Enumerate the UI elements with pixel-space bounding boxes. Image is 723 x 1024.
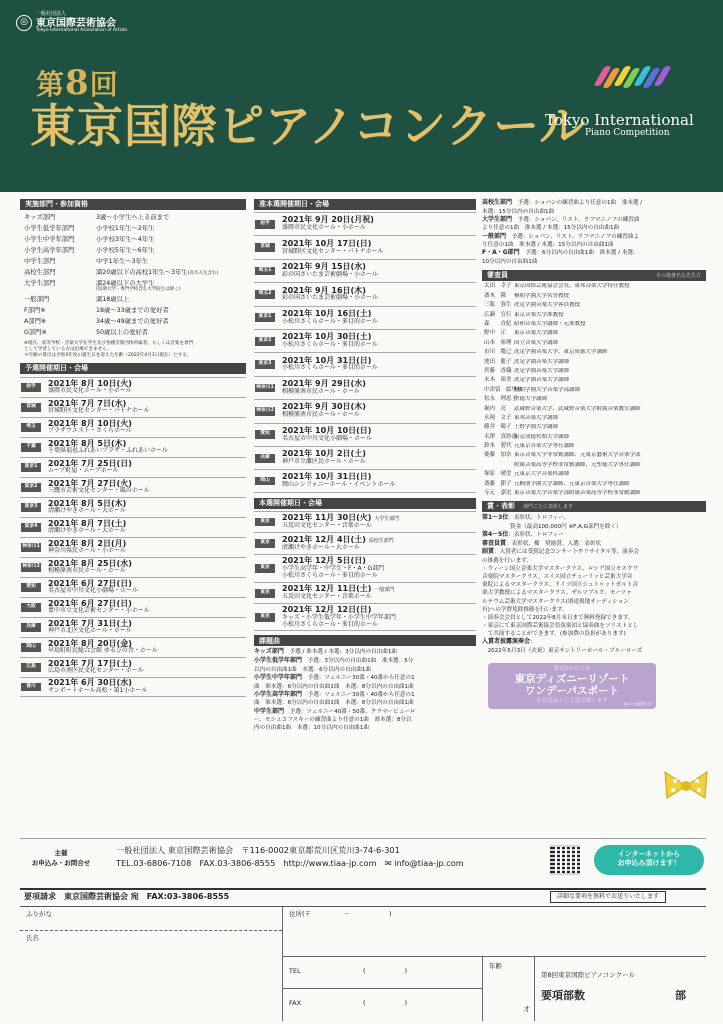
column-middle: [254, 199, 476, 734]
schedule-row: 埼玉2 2021年 9月 16日(木) 彩の国さいたま芸術劇場・小ホール: [254, 282, 476, 305]
schedule-row: 愛知 2021年 6月 27日(日) 名古屋市中川文化小劇場・ホール: [20, 577, 246, 597]
org-english-name: Tokyo International Association of Artists: [36, 27, 128, 33]
schedule-row: 埼玉 2021年 8月 10日(火) プラザウエスト・さくらホール: [20, 417, 246, 437]
schedule-row: 愛知 2021年 10月 10日(日) 名古屋市中川文化小劇場・ホール: [254, 423, 476, 446]
name-field[interactable]: 氏名: [26, 934, 39, 942]
contact-label: 主催 お申込み・お問合せ: [31, 849, 91, 867]
schedule-row: 東京2 2021年 7月 27日(火) 三鷹市芸術文化センター・風のホール: [20, 477, 246, 497]
schedule-row: 東京 2021年 12月 5日(日) 小学生高学年・中学生・F・A・G部門 小松川さくらホール・多目的ホール: [254, 554, 476, 582]
eligibility-row: 小学生高学年部門 小学校5年生〜6年生: [24, 246, 155, 254]
judge-row: 寺元 嘉宏 東京音楽大学音楽学部附属音楽高等学校非常勤講師: [484, 490, 641, 497]
schedule-row: 埼玉1 2021年 9月 15日(水) 彩の国さいたま芸術劇場・小ホール: [254, 259, 476, 282]
upper-division-tasks: 高校生部門 予選：ショパンの練習曲より任意の1曲 准本選 / 本選：15分以内の自由曲1曲 大学生部門 予選：ショパン、リスト、ラフマニノフの練習曲 より任意の1曲 准本選 / 本選：15分以内の自由曲1曲 一般部門 予選：ショパン、リスト、ラフマニノフの練習曲よ り任意の1曲 准本選 / 本選：15分以内の自由曲1曲 F・A・G部門 予選：6分以内の自由曲1曲 准本選 / 本選： 10分以内の自由曲1曲: [482, 199, 643, 266]
schedule-row: 東京 2021年 12月 4日(土) 高校生部門 清瀬けやきホール・大ホール: [254, 532, 476, 554]
org-name: 東京国際芸術協会: [36, 17, 116, 29]
schedule-row: 東京 2021年 12月 12日(日) キッズ・小学生低学年・小学生中学年部門 小松川さくらホール・多目的ホール: [254, 603, 476, 631]
eligibility-row: キッズ部門 3歳〜小学生へ上る前まで: [24, 213, 170, 221]
competition-title: 東京国際ピアノコンクール: [30, 99, 587, 153]
column-left: [20, 199, 246, 697]
judge-row: 中津留 絵里加 桐朋学園大学音楽学部講師: [484, 386, 581, 393]
judge-row: 三瓶 弥生 洗足学園音楽大学客員教授: [484, 302, 581, 309]
address-field[interactable]: 住所(〒 － ): [282, 907, 706, 957]
age-field[interactable]: 年齢 才: [482, 957, 534, 1021]
free-notice: 詳細な要項を無料でお送りいたします: [550, 891, 666, 903]
eligibility-row: G部門※ 50歳以上の愛好者: [24, 328, 149, 336]
eligibility-row: 中学生部門 中学1年生〜3年生: [24, 257, 149, 265]
schedule-row: 岡山 2021年 10月 31日(日) 岡山シンフォニーホール・イベントホール: [254, 469, 476, 492]
judge-row: 斎藤 節子 元桐朋学園大学講師、元東京音楽大学専任講師: [484, 480, 630, 487]
judge-row: 後藤 加奈 東京音楽大学非常勤講師、元東京藝術大学音楽学部: [484, 452, 641, 459]
contact-info: 一般社団法人 東京国際芸術協会 〒116-0002東京都荒川区荒川3-74-6-301 TEL.03-6806-7108 FAX.03-3806-8555 http://www.tiaa-jp.com ✉ info@tiaa-jp.com: [116, 845, 464, 869]
tasks-heading: 課題曲: [254, 635, 476, 646]
form-header: [20, 890, 706, 904]
preliminary-heading: 予選開催期日・会場: [20, 363, 246, 374]
judge-row: 藤井 陽子 上野学園大学講師: [484, 424, 559, 431]
rainbow-stripes-icon: [578, 64, 678, 102]
judges-heading: 審査員 その他著名な先生方: [482, 270, 706, 281]
judge-row: 齊藤 香織 洗足学園音楽大学講師: [484, 367, 570, 374]
schedule-row: 東京1 2021年 10月 16日(土) 小松川さくらホール・多目的ホール: [254, 306, 476, 329]
ribbon-bow-icon: [661, 768, 711, 804]
schedule-row: 東京1 2021年 7月 25日(日) ムーブ町屋・ムーブホール: [20, 457, 246, 477]
eligibility-row: F部門※ 18歳〜33歳までの愛好者: [24, 306, 169, 314]
eligibility-heading: 実施部門・参加資格: [20, 199, 246, 210]
judge-row: 附属音楽高等学校非常勤講師、元聖徳大学専任講師: [514, 461, 641, 468]
schedule-row: 兵庫 2021年 10月 2日(土) 神戸市立灘区民ホール・ホール: [254, 446, 476, 469]
schedule-row: 兵庫 2021年 7月 31日(土) 神戸市北区文化ホール・ホール: [20, 617, 246, 637]
judge-row: 末木 裕美 洗足学園音楽大学講師: [484, 377, 570, 384]
semifinal-heading: 准本選開催期日・会場: [254, 199, 476, 210]
tel-field[interactable]: TEL ( ): [282, 957, 482, 989]
schedule-row: 東京3 2021年 8月 5日(木) 清瀬けやきホール・大ホール: [20, 497, 246, 517]
online-apply-button[interactable]: インターネットから お申込み頂けます！: [594, 845, 704, 875]
disney-prize-banner: 第1位の方には 東京ディズニーリゾート ワンデーパスポート を記念品として進呈致します ※1人分/部門当り: [488, 663, 656, 709]
judge-row: 永澤 真紗恵 東京成徳短期大学講師: [484, 433, 570, 440]
judge-row: 太田 幸子 東京国際芸術協会会長、東邦音楽大学特任教授: [484, 283, 630, 290]
schedule-row: 東京 2021年 11月 30日(火) 大学生部門 五反田文化センター・音楽ホール: [254, 511, 476, 533]
judge-row: 松永 理恵子 聖徳大学講師: [484, 396, 548, 403]
schedule-row: 岩手 2021年 9月 20日(月祝) 盛岡市民文化ホール・小ホール: [254, 212, 476, 235]
schedule-row: 宮城 2021年 10月 17日(日) 宮城野区文化センター・パトナホール: [254, 235, 476, 258]
form-grid: [20, 906, 706, 1020]
schedule-row: 神奈川2 2021年 9月 30日(木) 相模原南市民ホール・ホール: [254, 399, 476, 422]
final-heading: 本選開催期日・会場: [254, 498, 476, 509]
eligibility-row: 一般部門 満18歳以上: [24, 295, 130, 303]
eligibility-row: A部門※ 34歳〜49歳までの愛好者: [24, 317, 169, 325]
judge-row: 鈴木 碧代 元東京音楽大学専任講師: [484, 443, 575, 450]
schedule-row: 香川 2021年 6月 30日(水) サンポートホール高松・第1小ホール: [20, 677, 246, 697]
schedule-row: 東京 2021年 12月 11日(土) 一般部門 五反田文化センター・音楽ホール: [254, 582, 476, 604]
org-logo: [16, 12, 127, 33]
fax-field[interactable]: FAX ( ): [282, 989, 482, 1021]
judge-row: 永岡 文子 東邦音楽大学講師: [484, 414, 559, 421]
eligibility-list: [20, 210, 246, 359]
seal-icon: ◎: [16, 15, 32, 31]
schedule-row: 東京4 2021年 8月 7日(土) 清瀬けやきホール・大ホール: [20, 517, 246, 537]
form-title: 要項請求 東京国際芸術協会 宛 FAX:03-3806-8555: [24, 892, 230, 901]
schedule-row: 宮城 2021年 7月 7日(水) 宮城野区文化センター・パトナホール: [20, 397, 246, 417]
judge-row: 堀内 亮 武蔵野音楽大学、武蔵野音楽大学附属音楽教室講師: [484, 405, 641, 412]
schedule-row: 東京3 2021年 10月 31日(日) 小松川さくらホール・多目的ホール: [254, 352, 476, 375]
judge-row: 森 直紀 昭和音楽大学講師・元准教授: [484, 321, 586, 327]
awards-list: 第1〜3位：表彰状、トロフィー、 賞金（最高100,000円 ※F,A,G部門を除く） 第4〜5位：表彰状、トロフィー 審査員賞：表彰状、楯 奨励賞、入選：表彰状 副賞：入賞者には受賞記念コンサートやリサイタル等、演奏会 の推薦を行います。 ・ウィーン国立音楽大学マスタークラス、ロシア国立モスクワ 音楽院マスタークラス、スイス国立チューリッヒ芸術大学音 楽院によるマスタークラス、ドイツ国立シュトゥットガルト音 楽大学教授によるマスタークラス、ザルツブルク、モーツァ ルテウム芸術大学マスタークラス(別途現地オーディション 有)への学費免除推薦を行います。 ・演奏会会員として2022年8月末日まで無料登録できます。 ・東京にて東京国際芸術協会管弦楽団と協奏曲をソリストとし て共演することができます。(参加費の負担があります) 入賞者披露演奏会： 2022年5月3日（火祝）東京サントリーホール・ブルーローズ: [482, 514, 643, 654]
eligibility-subnote: (短期大学・専門学校含む大学院生は除く): [96, 287, 181, 292]
request-copies-field[interactable]: 第8回東京国際ピアノコンクール 要項部数 部: [534, 957, 706, 1021]
furigana-field[interactable]: ふりがな: [20, 907, 282, 931]
english-title: Tokyo International Piano Competition: [545, 111, 694, 138]
edition-number: 第8回: [36, 63, 119, 103]
judge-row: 塚原 晴美 元東京大学音楽科講師: [484, 471, 570, 478]
schedule-row: 神奈川2 2021年 8月 25日(水) 相模原南市民ホール・ホール: [20, 557, 246, 577]
judge-row: 野中 正 東京音楽大学講師: [484, 330, 559, 337]
tasks-list: キッズ部門 予選 / 准本選 / 本選：3分以内の自由曲1曲 小学生低学年部門 予選：3分以内の自由曲1曲 准本選：5分 以内の自由曲1曲 本選：6分以内の自由曲1曲 小学生中学年部門 予選：ツェルニー30番・40番から任意の1 曲 准本選：6分以内の自由曲1曲 本選：8分以内の自由曲1曲 小学生高学年部門 予選：ツェルニー30番・40番から任意の1 曲 准本選：6分以内の自由曲1曲 本選：8分以内の自由曲1曲 中学生部門 予選：ツェルニー40番・50番、クラマービューロ ー、モシュコフスキーの練習曲より任意の1曲 准本選：8分以 内の自由曲1曲 本選：10分以内の自由曲1曲: [254, 648, 416, 732]
org-type: 一般社団法人: [36, 11, 67, 17]
eligibility-row: 小学生中学年部門 小学校3年生〜4年生: [24, 235, 155, 243]
eligibility-row: 高校生部門 満20歳以下の高校1年生〜3年生(高卒入生含む): [24, 268, 219, 276]
judge-row: 山本 裕理 国立音楽大学講師: [484, 339, 559, 346]
schedule-row: 大阪 2021年 6月 27日(日) 豊中市立文化芸術センター・小ホール: [20, 597, 246, 617]
contact-section: [20, 838, 706, 880]
column-right: [482, 199, 706, 709]
eligibility-row: 大学生部門 満24歳以下の大学生: [24, 279, 155, 287]
judges-list: [482, 281, 706, 499]
schedule-row: 東京2 2021年 10月 30日(土) 小松川さくらホール・多目的ホール: [254, 329, 476, 352]
schedule-row: 岡山 2021年 8月 20日(金) 早島町町民総合会館 ゆるびの舎・ホール: [20, 637, 246, 657]
schedule-row: 広島 2021年 7月 17日(土) 広島市南区民文化センター・ホール: [20, 657, 246, 677]
awards-heading: 賞・表彰 部門ごとに表彰します: [482, 501, 706, 512]
judge-row: 市川 慶己 洗足学園音楽大学、東京成徳大学講師: [484, 349, 608, 356]
judge-row: 斎木 隆 桐朋学園大学名誉教授: [484, 292, 570, 299]
preliminary-schedule: [20, 377, 246, 697]
judge-row: 広瀬 宣行 東京音楽大学准教授: [484, 311, 564, 318]
header-banner: [0, 0, 723, 192]
judge-row: 池田 聡子 洗足学園音楽大学講師: [484, 358, 570, 365]
request-form: [20, 888, 706, 1018]
semifinal-schedule: [254, 212, 476, 493]
schedule-row: 千葉 2021年 8月 5日(木) 千葉県福祉ふれあいプラザ・ふれあいホール: [20, 437, 246, 457]
schedule-row: 神奈川1 2021年 8月 2日(月) 神奈川県民ホール・小ホール: [20, 537, 246, 557]
eligibility-row: 小学生低学年部門 小学校1年生〜2年生: [24, 224, 155, 232]
schedule-row: 岩手 2021年 8月 10日(火) 盛岡市民文化ホール・小ホール: [20, 377, 246, 397]
final-schedule: [254, 511, 476, 632]
schedule-row: 神奈川1 2021年 9月 29日(水) 相模原南市民ホール・ホール: [254, 376, 476, 399]
eligibility-notes: ※現在、高等学校・音楽大学在学生及び各種音楽団体所属者、もしくは音楽を専門 として学習している方は出場できません。 ＊年齢の算出は令和3年度の誕生日を迎えた年齢（2022年4月1日現在）とする。: [24, 341, 194, 358]
